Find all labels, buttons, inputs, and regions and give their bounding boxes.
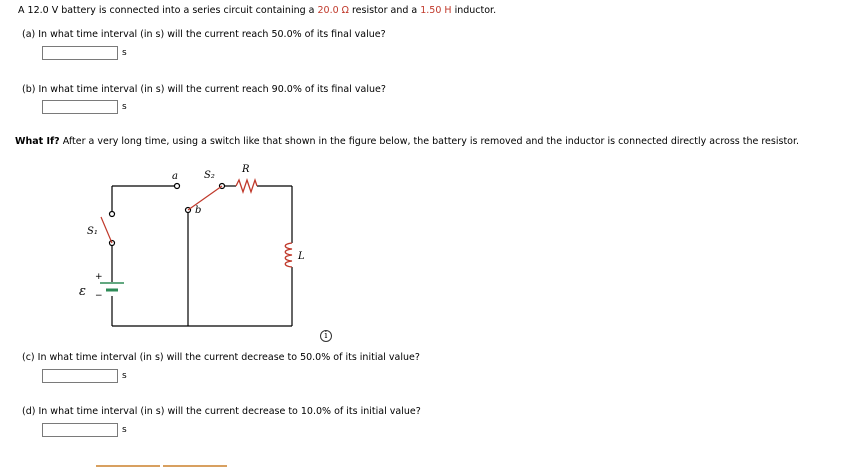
resistance-value: 20.0 Ω (317, 5, 349, 16)
label-l: L (298, 251, 305, 262)
label-r: R (242, 164, 250, 175)
part-b-question: (b) In what time interval (in s) will the current reach 90.0% of its final value? (22, 84, 386, 95)
intro-middle: resistor and a (348, 5, 421, 16)
part-b-answer-input[interactable] (42, 100, 118, 114)
problem-intro (18, 5, 496, 16)
label-s2: S₂ (204, 170, 215, 181)
circuit-diagram (35, 155, 305, 330)
part-a-answer-input[interactable] (42, 46, 118, 60)
label-b: b (195, 205, 202, 216)
part-d-question: (d) In what time interval (in s) will the current decrease to 10.0% of its initial value? (22, 406, 421, 417)
part-b-unit: s (122, 102, 127, 112)
what-if-prompt (15, 136, 799, 147)
next-control-edge-2 (163, 465, 227, 467)
what-if-lead: What If? (15, 136, 60, 147)
part-a-question: (a) In what time interval (in s) will the current reach 50.0% of its final value? (22, 29, 386, 40)
what-if-text: After a very long time, using a switch like that shown in the figure below, the battery is removed and the inductor is connected directly across the resistor. (59, 136, 800, 147)
switch-s1 (101, 212, 115, 246)
battery (100, 283, 124, 290)
label-minus: − (95, 291, 103, 301)
part-a-unit: s (122, 48, 127, 58)
part-d-unit: s (122, 425, 127, 435)
label-a: a (172, 171, 178, 182)
inductor (285, 243, 292, 267)
part-c-unit: s (122, 371, 127, 381)
label-emf: ε (79, 284, 86, 299)
intro-after: inductor. (451, 5, 497, 16)
intro-before: A 12.0 V battery is connected into a series circuit containing a (18, 5, 318, 16)
next-control-edge (96, 465, 160, 467)
part-d-answer-input[interactable] (42, 423, 118, 437)
info-icon[interactable]: i (320, 330, 332, 342)
inductance-value: 1.50 H (420, 5, 452, 16)
label-s1: S₁ (87, 226, 98, 237)
part-c-question: (c) In what time interval (in s) will the current decrease to 50.0% of its initial value? (22, 352, 420, 363)
part-c-answer-input[interactable] (42, 369, 118, 383)
label-plus: + (95, 272, 103, 282)
circuit-wires (112, 186, 292, 326)
resistor (236, 180, 257, 192)
